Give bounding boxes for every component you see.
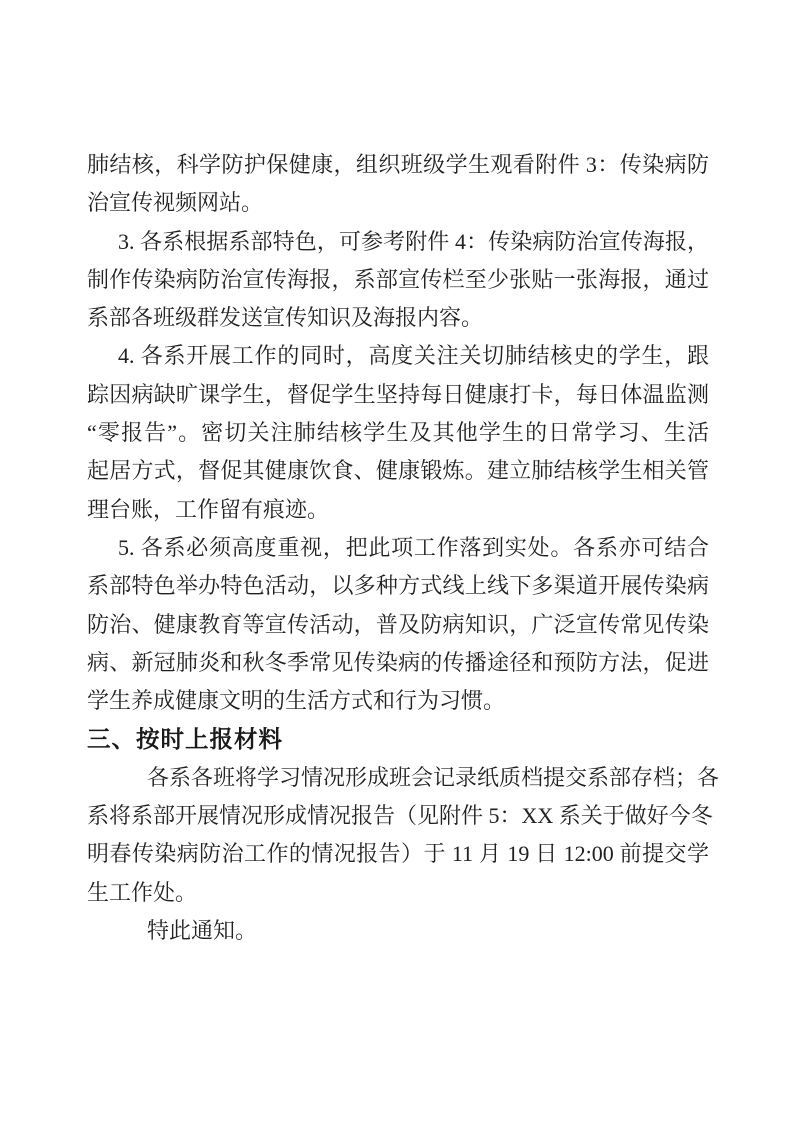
paragraph-5-line-3: 明春传染病防治工作的情况报告）于 11 月 19 日 12:00 前提交学 bbox=[87, 841, 709, 867]
paragraph-2-line-3: 系部各班级群发送宣传知识及海报内容。 bbox=[87, 305, 484, 331]
paragraph-1-line-2: 治宣传视频网站。 bbox=[87, 190, 264, 216]
paragraph-5-line-1: 各系各班将学习情况形成班会记录纸质档提交系部存档；各 bbox=[147, 764, 720, 790]
paragraph-3-line-3: “零报告”。密切关注肺结核学生及其他学生的日常学习、生活 bbox=[87, 420, 709, 446]
paragraph-3-line-4: 起居方式，督促其健康饮食、健康锻炼。建立肺结核学生相关管 bbox=[87, 458, 709, 484]
paragraph-2-line-2: 制作传染病防治宣传海报，系部宣传栏至少张贴一张海报，通过 bbox=[87, 266, 709, 292]
paragraph-4-line-2: 系部特色举办特色活动，以多种方式线上线下多渠道开展传染病 bbox=[87, 573, 709, 599]
paragraph-5-line-2: 系将系部开展情况形成情况报告（见附件 5：XX 系关于做好今冬 bbox=[87, 803, 713, 829]
section-heading: 三、按时上报材料 bbox=[87, 726, 283, 753]
paragraph-4-line-3: 防治、健康教育等宣传活动，普及防病知识，广泛宣传常见传染 bbox=[87, 611, 709, 637]
paragraph-1-line-1: 肺结核，科学防护保健康，组织班级学生观看附件 3：传染病防 bbox=[87, 152, 709, 177]
paragraph-3-line-1: 4. 各系开展工作的同时，高度关注关切肺结核史的学生，跟 bbox=[118, 343, 709, 369]
paragraph-5-line-4: 生工作处。 bbox=[87, 879, 198, 905]
paragraph-4-line-5: 学生养成健康文明的生活方式和行为习惯。 bbox=[87, 688, 506, 714]
paragraph-3-line-2: 踪因病缺旷课学生，督促学生坚持每日健康打卡，每日体温监测 bbox=[87, 381, 709, 407]
paragraph-3-line-5: 理台账，工作留有痕迹。 bbox=[87, 496, 330, 522]
paragraph-2-line-1: 3. 各系根据系部特色，可参考附件 4：传染病防治宣传海报， bbox=[118, 228, 709, 254]
paragraph-6-line-1: 特此通知。 bbox=[147, 917, 258, 943]
paragraph-4-line-4: 病、新冠肺炎和秋冬季常见传染病的传播途径和预防方法，促进 bbox=[87, 649, 709, 675]
document-body bbox=[87, 146, 720, 950]
paragraph-4-line-1: 5. 各系必须高度重视，把此项工作落到实处。各系亦可结合 bbox=[118, 534, 709, 560]
